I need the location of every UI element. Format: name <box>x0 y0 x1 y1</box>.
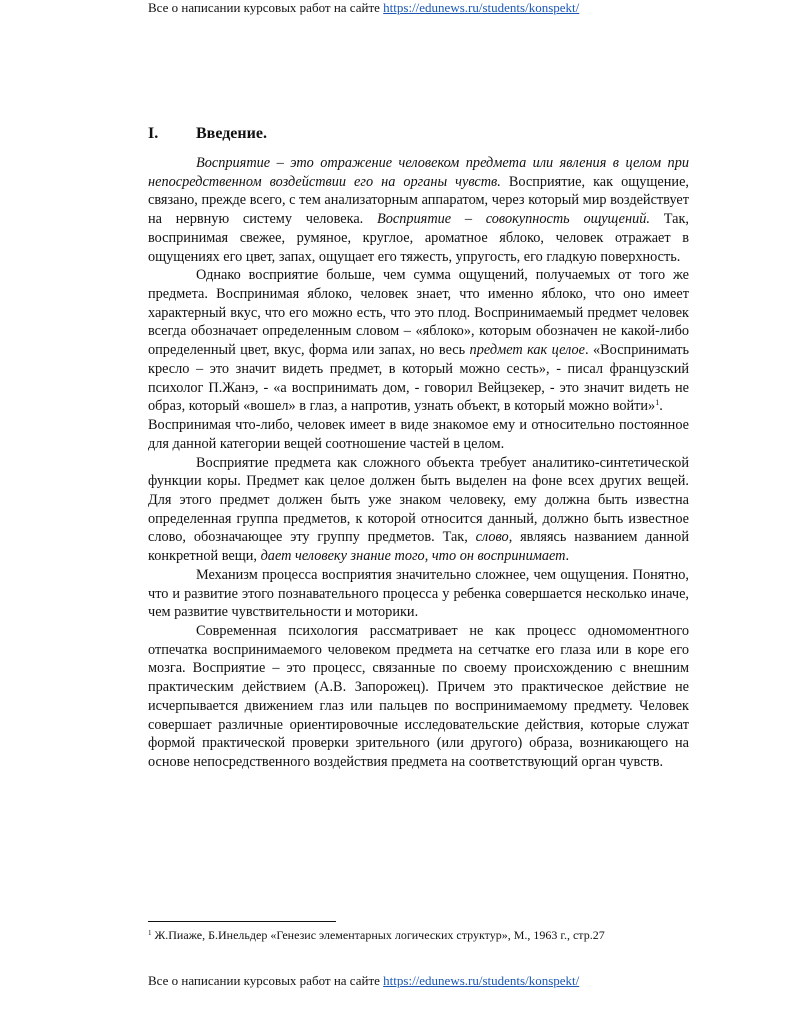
text-run: Механизм процесса восприятия значительно сложнее, чем ощущения. Понятно, что и развитие этого познавательного процесса у ребенка совершается несколько иначе, чем развитие чувствительности и моторики. <box>148 566 689 621</box>
paragraph <box>148 266 689 416</box>
text-run: Современная психология рассматривает не как процесс одномоментного отпечатка воспринимаемого человеком предмета на сетчатке его глаза или в коре его мозга. Восприятие – это процесс, связанные по своему происхождению с внешним практическим действием (А.В. Запорожец). Причем это практическое действие не исчерпывается движением глаз или пальцев по воспринимаемому предмету. Человек совершает различные ориентировочные исследовательские действия, которые служат формой практической проверки зрительного (или другого) образа, возникающего на основе непосредственного воздействия предмета на соответствующий орган чувств. <box>148 622 689 770</box>
footer-text: Все о написании курсовых работ на сайте <box>148 973 380 988</box>
text-run: Восприятие предмета как сложного объекта требует аналитико-синтетической функции коры. Предмет как целое должен быть выделен на фоне всех других вещей. Для этого предмет должен быть уже знаком человеку, ему должна быть известна определенная группа предметов, к которой относится данный, должно быть известное слово, обозначающее эту группу предметов. Так, <box>148 454 689 546</box>
section-heading <box>148 124 267 144</box>
header-site-link[interactable]: https://edunews.ru/students/konspekt/ <box>383 0 580 15</box>
footnote-text: Ж.Пиаже, Б.Инельдер «Генезис элементарных логических структур», М., 1963 г., стр.27 <box>151 928 605 942</box>
italic-text: Восприятие – совокупность ощущений. <box>377 211 650 228</box>
italic-text: дает человеку знание того, что он воспринимает <box>260 548 566 565</box>
italic-text: Восприятие – это отражение человеком предмета или явления в целом при непосредственном воздействии его на органы чувств. <box>148 155 689 190</box>
text-run: , являясь названием данной конкретной вещи, <box>148 529 689 565</box>
page-header <box>148 0 579 16</box>
text-run: Так, воспринимая свежее, румяное, круглое, ароматное яблоко, человек отражает в ощущениях его цвет, запах, ощущает его тяжесть, упругость, его гладкую поверхность. <box>148 211 689 265</box>
footnote-marker: 1 <box>148 929 152 937</box>
text-run: Однако восприятие больше, чем сумма ощущений, получаемых от того же предмета. Воспринимая яблоко, человек знает, что именно яблоко, что оно имеет характерный вкус, что его можно есть, что это плод. Воспринимаемый предмет человек всегда обозначает определенным словом – «яблоко», которым обозначен не какой-либо определенный цвет, вкус, форма или запах, но весь <box>148 267 689 359</box>
page-footer <box>148 973 579 989</box>
section-title: Введение. <box>196 125 267 142</box>
italic-text: предмет как целое <box>469 342 586 359</box>
italic-text: слово <box>475 529 509 546</box>
footer-site-link[interactable]: https://edunews.ru/students/konspekt/ <box>383 973 580 988</box>
body-text <box>148 154 689 772</box>
footnote <box>148 928 605 943</box>
paragraph <box>148 454 689 566</box>
text-run: . <box>565 548 570 565</box>
footnote-reference: 1 <box>655 398 660 408</box>
header-text: Все о написании курсовых работ на сайте <box>148 0 380 15</box>
section-number: I. <box>148 125 159 142</box>
text-run: . <box>659 398 663 415</box>
paragraph <box>148 416 689 453</box>
text-run: Воспринимая что-либо, человек имеет в виде знакомое ему и относительно постоянное для данной категории вещей соотношение частей в целом. <box>148 417 689 452</box>
paragraph <box>148 622 689 772</box>
text-run: . «Воспринимать кресло – это значит видеть предмет, в который можно сесть», - писал французский психолог П.Жанэ, - «а воспринимать дом, - говорил Вейцзекер, - это значит видеть не образ, который «вошел» в глаз, а напротив, узнать объект, в который можно войти» <box>148 342 689 415</box>
text-run: Восприятие, как ощущение, связано, прежде всего, с тем анализаторным аппаратом, через который мир воздействует на нервную систему человека. <box>148 173 689 228</box>
footnote-divider <box>148 921 336 922</box>
paragraph <box>148 154 689 266</box>
paragraph <box>148 566 689 622</box>
